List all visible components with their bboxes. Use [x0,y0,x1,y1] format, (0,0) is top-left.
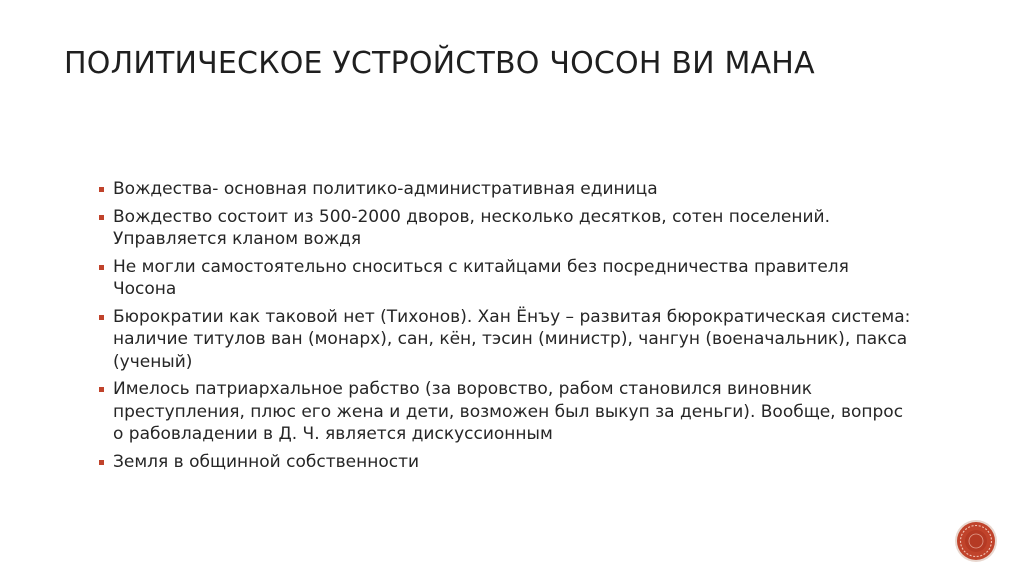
bullet-text: Вождество состоит из 500-2000 дворов, несколько десятков, сотен поселений. Управляется кланом вождя [113,206,830,249]
bullet-item [96,256,916,301]
bullet-item [96,178,916,201]
bullet-item [96,306,916,374]
bullet-square-icon [99,215,104,220]
bullet-square-icon [99,315,104,320]
bullet-square-icon [99,265,104,270]
bullet-item [96,451,916,474]
bullet-text: Имелось патриархальное рабство (за воровство, рабом становился виновник преступления, плюс его жена и дети, возможен был выкуп за деньги). Вообще, вопрос о рабовладении в Д. Ч. является дискуссионным [113,379,904,444]
bullet-square-icon [99,460,104,465]
bullet-text: Бюрократии как таковой нет (Тихонов). Хан Ёнъу – развитая бюрократическая система: наличие титулов ван (монарх), сан, кён, тэсин (министр), чангун (военачальник), пакса (ученый) [113,306,911,372]
bullet-item [96,378,916,446]
bullet-text: Не могли самостоятельно сноситься с китайцами без посредничества правителя Чосона [113,256,849,299]
bullet-item [96,206,916,251]
bullet-square-icon [99,387,104,392]
bullet-text: Земля в общинной собственности [113,451,420,472]
circular-logo-icon [954,519,998,563]
bullet-square-icon [99,187,104,192]
slide-title: ПОЛИТИЧЕСКОЕ УСТРОЙСТВО ЧОСОН ВИ МАНА [64,46,815,81]
bullet-text: Вождества- основная политико-административная единица [113,179,658,199]
bullet-list [96,178,916,478]
